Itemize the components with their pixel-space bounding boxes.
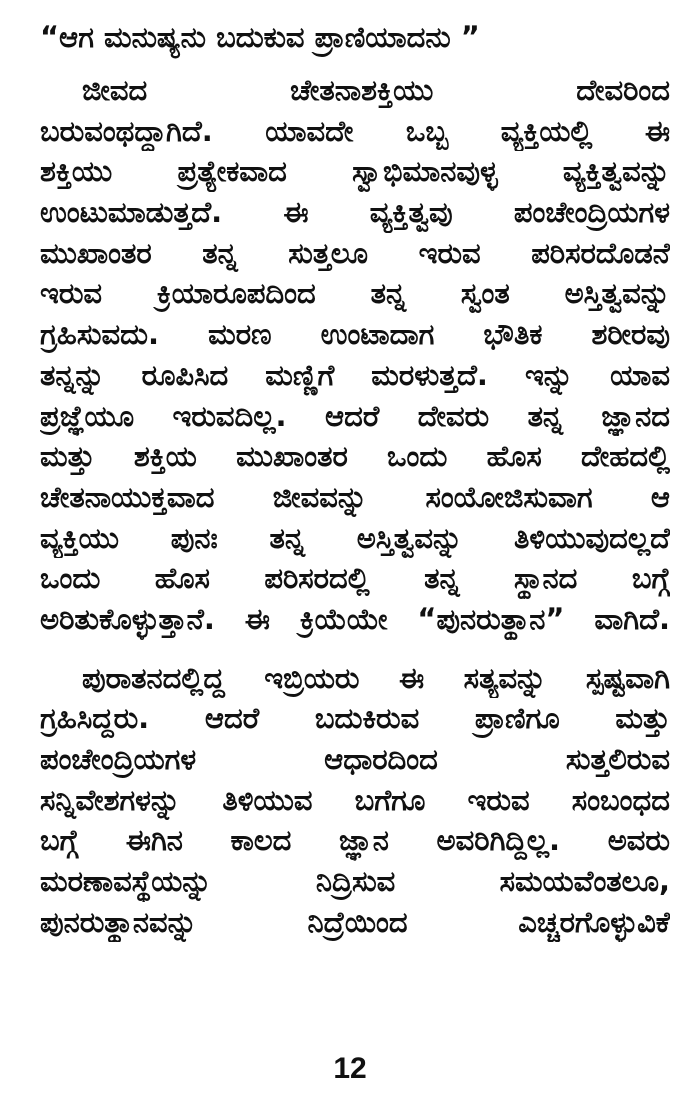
text-line: ಪುರಾತನದಲ್ಲಿದ್ದ ಇಬ್ರಿಯರು ಈ ಸತ್ಯವನ್ನು ಸ್ಪಷ್ಟವಾಗಿ bbox=[82, 660, 670, 695]
text-line: ಸನ್ನಿವೇಶಗಳನ್ನು ತಿಳಿಯುವ ಬಗೆಗೂ ಇರುವ ಸಂಬಂಧದ bbox=[40, 782, 670, 817]
text-line: ವ್ಯಕ್ತಿಯು ಪುನಃ ತನ್ನ ಅಸ್ತಿತ್ವವನ್ನು ತಿಳಿಯುವುದಲ್ಲದೆ bbox=[40, 520, 670, 555]
text-line: ತನ್ನನ್ನು ರೂಪಿಸಿದ ಮಣ್ಣಿಗೆ ಮರಳುತ್ತದೆ. ಇನ್ನು ಯಾವ bbox=[40, 357, 670, 392]
text-line: ಒಂದು ಹೊಸ ಪರಿಸರದಲ್ಲಿ ತನ್ನ ಸ್ಥಾನದ ಬಗ್ಗೆ bbox=[40, 561, 670, 596]
text-line: ಪ್ರಜ್ಞೆಯೂ ಇರುವದಿಲ್ಲ. ಆದರೆ ದೇವರು ತನ್ನ ಜ್ಞಾನದ bbox=[40, 398, 670, 433]
text-line: ಇರುವ ಕ್ರಿಯಾರೂಪದಿಂದ ತನ್ನ ಸ್ವಂತ ಅಸ್ತಿತ್ವವನ್ನು bbox=[40, 276, 670, 311]
text-line: ಬರುವಂಥದ್ದಾಗಿದೆ. ಯಾವದೇ ಒಬ್ಬ ವ್ಯಕ್ತಿಯಲ್ಲಿ ಈ bbox=[40, 113, 670, 148]
text-line: ಅರಿತುಕೊಳ್ಳುತ್ತಾನೆ. ಈ ಕ್ರಿಯೆಯೇ “ಪುನರುತ್ಥಾನ” ವಾಗಿದೆ. bbox=[40, 601, 670, 636]
text-line: ಗ್ರಹಿಸುವದು. ಮರಣ ಉಂಟಾದಾಗ ಭೌತಿಕ ಶರೀರವು bbox=[40, 317, 670, 352]
text-line: ಮರಣಾವಸ್ಥೆಯನ್ನು ನಿದ್ರಿಸುವ ಸಮಯವೆಂತಲೂ, bbox=[40, 864, 670, 899]
text-line: ಪಂಚೇಂದ್ರಿಯಗಳ ಆಧಾರದಿಂದ ಸುತ್ತಲಿರುವ bbox=[40, 742, 670, 776]
book-page bbox=[40, 14, 670, 1054]
text-line: ಜೀವದ ಚೇತನಾಶಕ್ತಿಯು ದೇವರಿಂದ bbox=[82, 73, 670, 107]
text-line: ಉಂಟುಮಾಡುತ್ತದೆ. ಈ ವ್ಯಕ್ತಿತ್ವವು ಪಂಚೇಂದ್ರಿಯಗಳ bbox=[40, 195, 670, 230]
text-line: ಮುಖಾಂತರ ತನ್ನ ಸುತ್ತಲೂ ಇರುವ ಪರಿಸರದೊಡನೆ bbox=[40, 235, 670, 270]
section-heading: “ಆಗ ಮನುಷ್ಯನು ಬದುಕುವ ಪ್ರಾಣಿಯಾದನು ” bbox=[40, 20, 480, 54]
text-line: ಗ್ರಹಿಸಿದ್ದರು. ಆದರೆ ಬದುಕಿರುವ ಪ್ರಾಣಿಗೂ ಮತ್ತು bbox=[40, 701, 670, 736]
text-line: ಬಗ್ಗೆ ಈಗಿನ ಕಾಲದ ಜ್ಞಾನ ಅವರಿಗಿದ್ದಿಲ್ಲ. ಅವರು bbox=[40, 823, 670, 858]
text-line: ಶಕ್ತಿಯು ಪ್ರತ್ಯೇಕವಾದ ಸ್ವಾಭಿಮಾನವುಳ್ಳ ವ್ಯಕ್ತಿತ್ವವನ್ನು bbox=[40, 154, 670, 189]
page-number: 12 bbox=[333, 1052, 367, 1085]
paragraph-2 bbox=[40, 658, 670, 943]
text-line: ಪುನರುತ್ಥಾನವನ್ನು ನಿದ್ರೆಯಿಂದ ಎಚ್ಚರಗೊಳ್ಳುವಿಕೆ bbox=[40, 904, 670, 939]
text-line: ಚೇತನಾಯುಕ್ತವಾದ ಜೀವವನ್ನು ಸಂಯೋಜಿಸುವಾಗ ಆ bbox=[40, 479, 670, 514]
text-line: ಮತ್ತು ಶಕ್ತಿಯ ಮುಖಾಂತರ ಒಂದು ಹೊಸ ದೇಹದಲ್ಲಿ bbox=[40, 439, 670, 474]
paragraph-1 bbox=[40, 70, 670, 640]
